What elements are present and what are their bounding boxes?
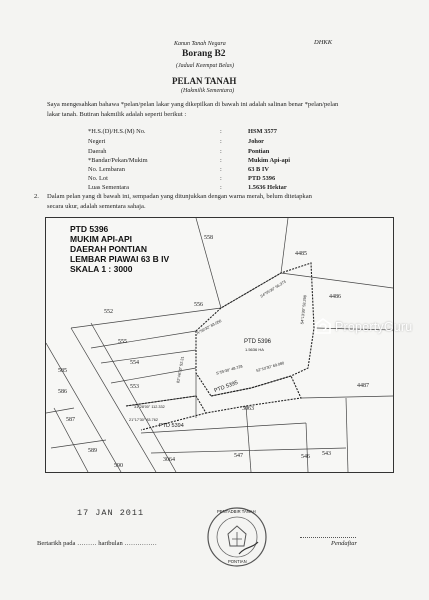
date-stamp: 17 JAN 2011 [77,508,145,518]
lot-label: 590 [114,463,123,469]
field-value: Mukim Api-api [248,157,291,164]
paragraph-2-line-2: secara ukur, adalah sementara sahaja. [47,203,146,210]
field-label: Daerah [88,148,107,155]
lot-label: 589 [88,448,97,454]
plan-subtitle: (Hakmilik Sementara) [181,88,235,94]
field-value: PTD 5396 [248,175,276,182]
map-title-line: SKALA 1 : 3000 [70,264,133,274]
law-title: Kanun Tanah Negara [174,41,226,47]
bearing-label: 31°28'00" 112.332 [134,405,165,409]
watermark-text: PropertyGuru [335,320,413,334]
bearing-label: S4°55'30" 56.373 [259,279,287,299]
field-label: Negeri [88,138,106,145]
field-value: HSM 3577 [248,128,277,135]
seal-bottom-text: PONTIAN [228,559,247,564]
bearing-label: A°59'32" 83.056 [196,318,223,336]
plan-title: PELAN TANAH [172,76,237,86]
bearing-label: S4°13'30" 58.298 [300,294,308,325]
map-title-line: DAERAH PONTIAN [70,244,147,254]
signature-line [300,537,356,538]
field-label: *H.S.(D)/H.S.(M) No. [88,128,146,135]
lot-label: 558 [204,235,213,241]
lot-label: 586 [58,389,67,395]
field-label: Luas Sementara [88,184,129,191]
map-title-line: MUKIM API-API [70,234,133,244]
lot-label: PTD 5394 [159,423,184,429]
lot-label: 553 [130,384,139,390]
field-value: Pontian [248,148,270,155]
field-value: 1.5636 Hektar [248,184,287,191]
lot-label: 3064 [163,457,175,463]
lot-label: 554 [130,360,139,366]
bearing-label: 52°10'30" 69.080 [255,361,285,373]
lot-label: 3063 [242,406,254,412]
field-label: No. Lot [88,175,108,182]
form-schedule: (Jadual Keempat Belas) [176,63,234,69]
form-code: DHKK [314,39,333,46]
lot-label: 587 [66,417,75,423]
lot-label: 552 [104,309,113,315]
lot-label: 4485 [295,251,307,257]
bearing-label: 82°46'30" 52.31 [176,356,185,384]
lot-label: 547 [234,453,243,459]
official-seal [206,506,268,568]
lot-label: 546 [301,454,310,460]
paragraph-1-line-1: Saya mengesahkan bahawa *pelan/pelan lakar yang dikepilkan di bawah ini adalah salinan benar *pelan/pelan [47,101,339,108]
field-label: No. Lembaran [88,166,125,173]
lot-label: PTD 5396 [244,339,272,345]
signed-date-line: Bertarikh pada ……… haribulan …………… [37,540,157,547]
registrar-label: Pendaftar [331,540,357,547]
paragraph-2-number: 2. [34,193,39,200]
seal-top-text: PENTADBIR TANAH [217,509,256,514]
lot-label: 4486 [329,294,341,300]
paragraph-2-line-1: Dalam pelan yang di bawah ini, sempadan yang ditunjukkan dengan warna merah, belum ditetapkan [47,193,312,200]
map-title-line: LEMBAR PIAWAI 63 B IV [70,254,170,264]
map-title-line: PTD 5396 [70,224,109,234]
lot-label: 555 [118,339,127,345]
lot-label: PTD 5395 [213,379,239,395]
land-plan-map [45,217,394,473]
lot-label: 585 [58,368,67,374]
lot-label: 4487 [357,383,369,389]
lot-label: 556 [194,302,203,308]
bearing-label: 21°17'30" 83.762 [129,418,158,422]
field-value: 63 B IV [248,166,269,173]
field-label: *Bandar/Pekan/Mukim [88,157,148,164]
form-title: Borang B2 [182,49,226,59]
propertyguru-logo-icon [315,318,331,334]
document-page: Kanun Tanah Negara DHKK Borang B2 (Jadual Keempat Belas) PELAN TANAH (Hakmilik Sementara) Saya mengesahkan bahawa *pelan/pelan lakar yang dikepilkan di bawah ini adalah salinan benar *pelan/pelan lakar tanah. Butiran hakmilik adalah seperti berikut : *H.S.(D)/H.S.(M) No. : HSM 3577 Negeri : Johor Daerah : Pontian *Bandar/Pekan/Mukim : Mukim Api-api No. Lembaran : 63 B IV No. Lot : PTD 5396 Luas Sementara : 1.5636 Hektar 2. Dalam pelan yang di bawah ini, sempadan yang ditunjukkan dengan warna merah, belum ditetapkan secara ukur, adalah sementara sahaja. PTD 5396 MUKIM API-API DAERAH PONTIAN LEMBAR PIAWAI 63 B IV SKALA 1 : 3000 558 4485 4486 552 556 555 554 PTD 5396 PTD 5395 4487 585 553 586 587 PTD 5394 3063 589 3064 547 546 543 590 1.5636 HA S4°55'30" 56.373 S4°13'30" 58.298 A°59'32" 83.056 31°28'00" 112.332 52°10'30" 69.080 S°55'30" 48.728 21°17'30" 83.762 82°46'30" 52.31 PropertyGuru 17 JAN 2011 Bertarikh pada ……… haribulan …………… PENTADBIR TANAH PONTIAN Pendaftar [0,0,429,600]
field-value: Johor [248,138,264,145]
lot-label: 543 [322,451,331,457]
bearing-label: S°55'30" 48.728 [215,364,244,376]
area-label: 1.5636 HA [245,347,264,352]
paragraph-1-line-2: lakar tanah. Butiran hakmilik adalah seperti berikut : [47,111,187,118]
